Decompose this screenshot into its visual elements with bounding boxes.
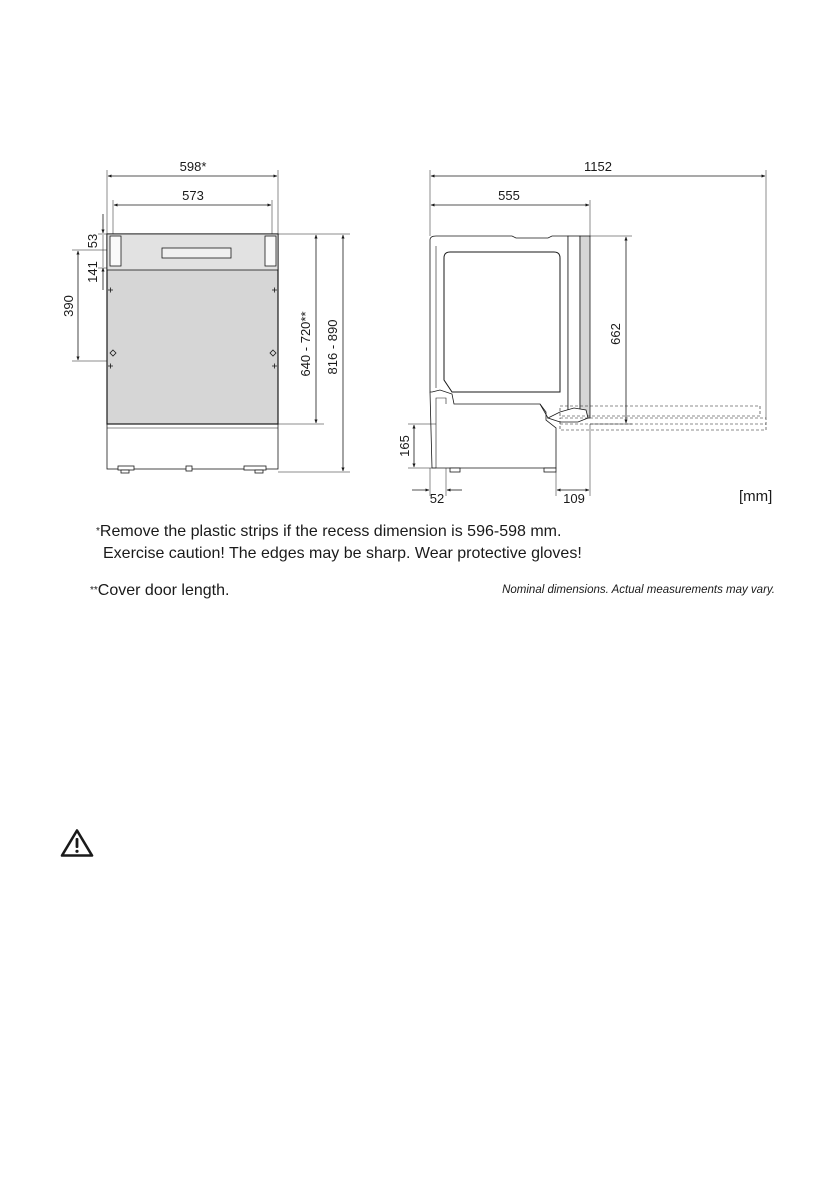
label-109: 109 (563, 491, 585, 506)
nominal-dimensions-note: Nominal dimensions. Actual measurements may vary. (502, 584, 775, 596)
right-bracket (265, 236, 276, 266)
label-573: 573 (182, 188, 204, 203)
star-mark: * (96, 526, 100, 537)
note-single-star (96, 521, 561, 543)
warning-triangle-icon (60, 828, 94, 858)
label-598: 598* (179, 159, 207, 174)
label-390: 390 (61, 295, 76, 317)
double-star-mark: ** (90, 585, 98, 596)
note-double-star (90, 580, 229, 602)
note-caution (103, 543, 582, 565)
note-cover-door: Cover door length. (97, 582, 230, 599)
control-panel-display (162, 248, 231, 258)
label-door-length: 640 - 720** (298, 311, 313, 377)
left-bracket (110, 236, 121, 266)
unit-label: [mm] (739, 488, 773, 505)
note-line-2: Exercise caution! The edges may be sharp. Wear protective gloves! (103, 545, 582, 562)
label-141: 141 (85, 261, 100, 283)
side-door (568, 236, 580, 418)
label-1152: 1152 (584, 159, 612, 174)
label-53: 53 (85, 233, 100, 249)
label-165: 165 (397, 435, 412, 457)
label-662: 662 (608, 323, 623, 345)
label-total-height: 816 - 890 (325, 319, 340, 375)
label-52: 52 (429, 491, 445, 506)
side-view (408, 170, 766, 496)
note-line-1: Remove the plastic strips if the recess dimension is 596-598 mm. (99, 523, 562, 540)
label-555: 555 (498, 188, 520, 203)
